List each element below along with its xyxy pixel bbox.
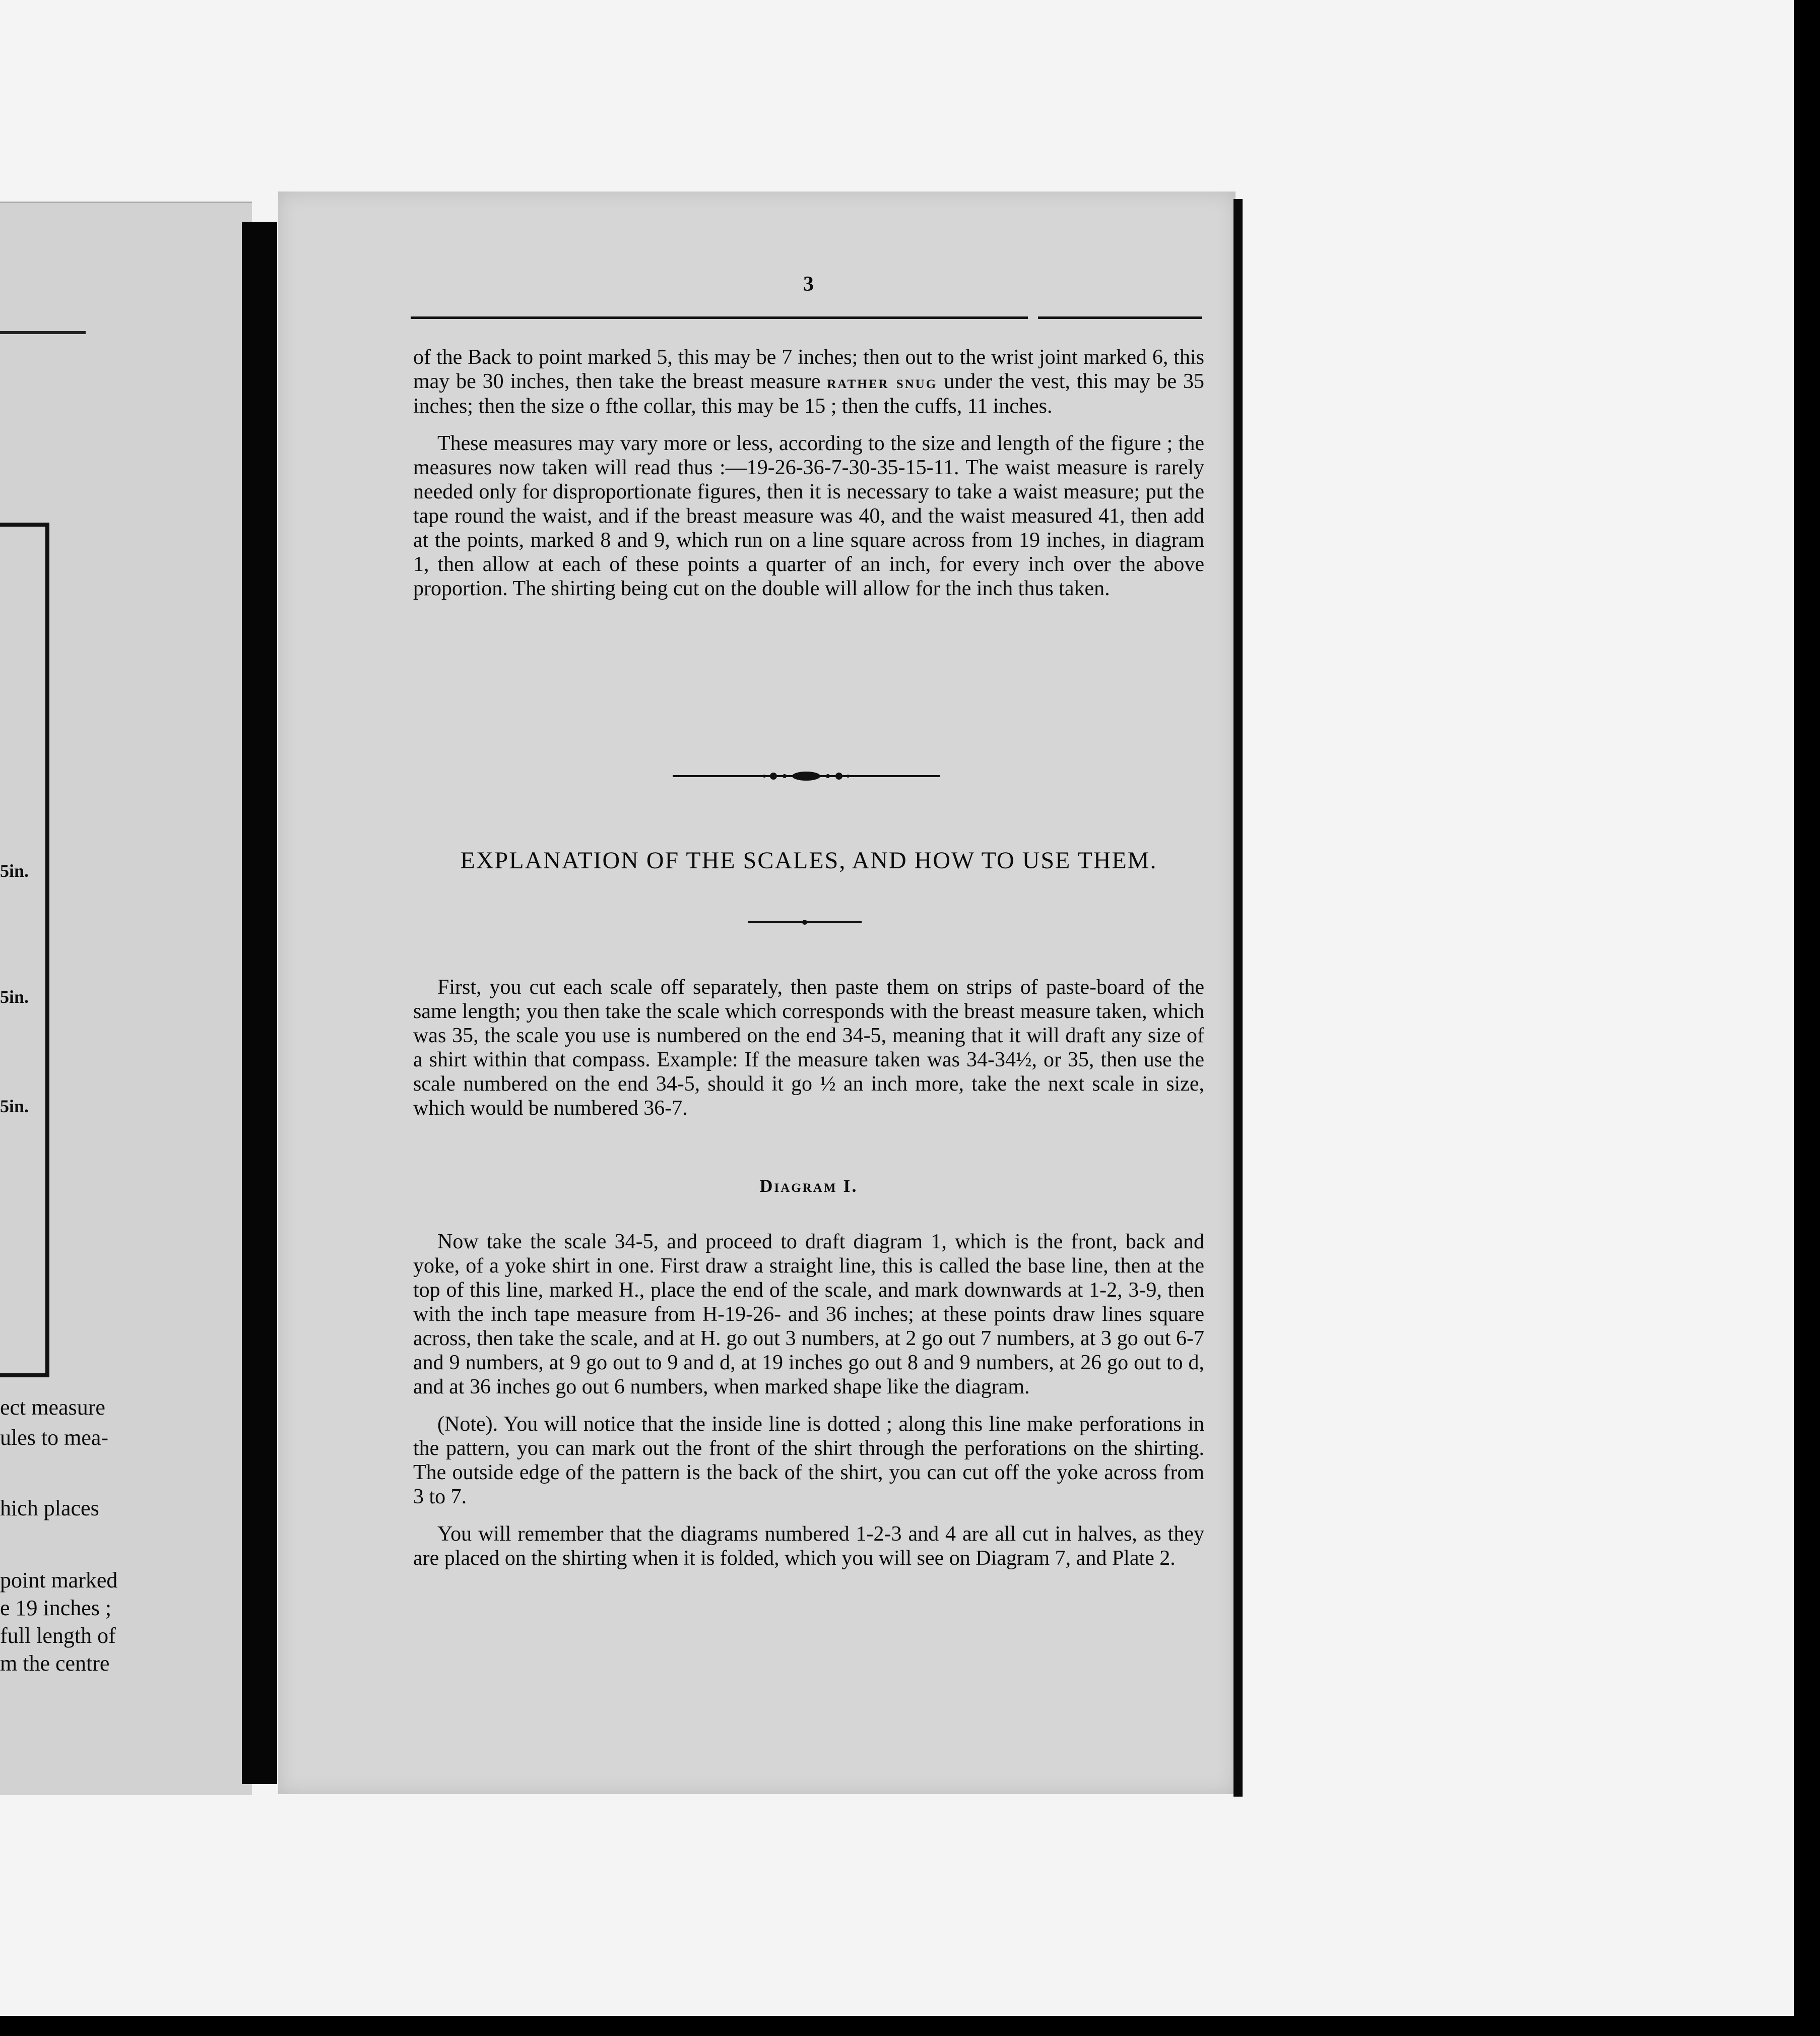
left-text-line: m the centre bbox=[0, 1651, 110, 1676]
header-rule bbox=[411, 316, 1202, 319]
left-unit-label: 5in. bbox=[0, 1096, 29, 1116]
paragraph-remember: You will remember that the diagrams numbered 1-2-3 and 4 are all cut in halves, as they are placed on the shirting when it is folded, which you will see on Diagram 7, and Plate 2. bbox=[413, 1522, 1204, 1570]
paragraph-lead: of the Back to point marked 5, this may be 7 inches; then out to the wrist joint marked 6, this may be 30 inches, then take the breast measure bbox=[413, 346, 1204, 393]
left-text-line: point marked bbox=[0, 1568, 118, 1593]
left-page-table-box bbox=[0, 523, 49, 1377]
scales-text-block bbox=[413, 975, 1204, 1133]
left-unit-label: 5in. bbox=[0, 861, 29, 881]
left-text-line: ules to mea- bbox=[0, 1425, 109, 1450]
header-rule-gap bbox=[1028, 313, 1038, 321]
left-text-line: full length of bbox=[0, 1623, 116, 1648]
diagram-heading: Diagram I. bbox=[759, 1176, 858, 1196]
diagram-text-block bbox=[413, 1230, 1204, 1583]
small-caps-emphasis: rather snug bbox=[827, 372, 938, 392]
paragraph-diagram-instructions: Now take the scale 34-5, and proceed to draft diagram 1, which is the front, back and yoke, of a yoke shirt in one. First draw a straight line, this is called the base line, then at the top of this line, marked H., place the end of the scale, and mark downwards at 1-2, 3-9, then with the inch tape measure from H-19-26- and 36 inches; at these points draw lines square across, then take the scale, and at H. go out 3 numbers, at 2 go out 7 numbers, at 3 go out 6-7 and 9 numbers, at 9 go out to 9 and d, at 19 inches go out 8 and 9 numbers, at 26 go out to d, and at 36 inches go out 6 numbers, when marked shape like the diagram. bbox=[413, 1230, 1204, 1398]
page-number: 3 bbox=[803, 273, 814, 296]
left-unit-label: 5in. bbox=[0, 987, 29, 1007]
paragraph-rest: under the vest, this may be 35 inches; then the size o fthe collar, this may be 15 ; then the cuffs, 11 inches. bbox=[413, 370, 1205, 418]
paragraph-measures-continued bbox=[413, 345, 1204, 418]
page-edge-shadow bbox=[1233, 199, 1243, 1797]
paragraph-measures-vary: These measures may vary more or less, according to the size and length of the figure ; the measures now taken will read thus :—19-26-36-7-30-35-15-11. The waist measure is rarely needed only for disproportionate figures, then it is necessary to take a waist measure; put the tape round the waist, and if the breast measure was 40, and the waist measured 41, then add at the points, marked 8 and 9, which run on a line square across from 19 inches, in diagram 1, then allow at each of these points a quarter of an inch, for every inch over the above proportion. The shirting being cut on the double will allow for the inch thus taken. bbox=[413, 432, 1204, 600]
section-heading: EXPLANATION OF THE SCALES, AND HOW TO USE THEM. bbox=[460, 847, 1157, 874]
left-text-line: e 19 inches ; bbox=[0, 1596, 112, 1620]
book-gutter bbox=[242, 222, 277, 1784]
ornament-divider bbox=[673, 766, 940, 786]
paragraph-note: (Note). You will notice that the inside line is dotted ; along this line make perforations in the pattern, you can mark out the front of the shirt through the perforations on the shirting. The outside edge of the pattern is the back of the shirt, you can cut off the yoke across from 3 to 7. bbox=[413, 1413, 1204, 1508]
left-page-rule bbox=[0, 331, 86, 334]
paragraph-scales: First, you cut each scale off separately, then paste them on strips of paste-board of the same length; you then take the scale which corresponds with the breast measure taken, which was 35, the scale you use is numbered on the end 34-5, meaning that it will draft any size of a shirt within that compass. Example: If the measure taken was 34-34½, or 35, then use the scale numbered on the end 34-5, should it go ½ an inch more, take the next scale in size, which would be numbered 36-7. bbox=[413, 976, 1204, 1120]
left-text-line: ect measure bbox=[0, 1395, 105, 1420]
left-page bbox=[0, 202, 252, 1795]
heading-underline bbox=[748, 917, 862, 927]
top-text-block bbox=[413, 345, 1204, 614]
left-text-line: hich places bbox=[0, 1496, 99, 1520]
